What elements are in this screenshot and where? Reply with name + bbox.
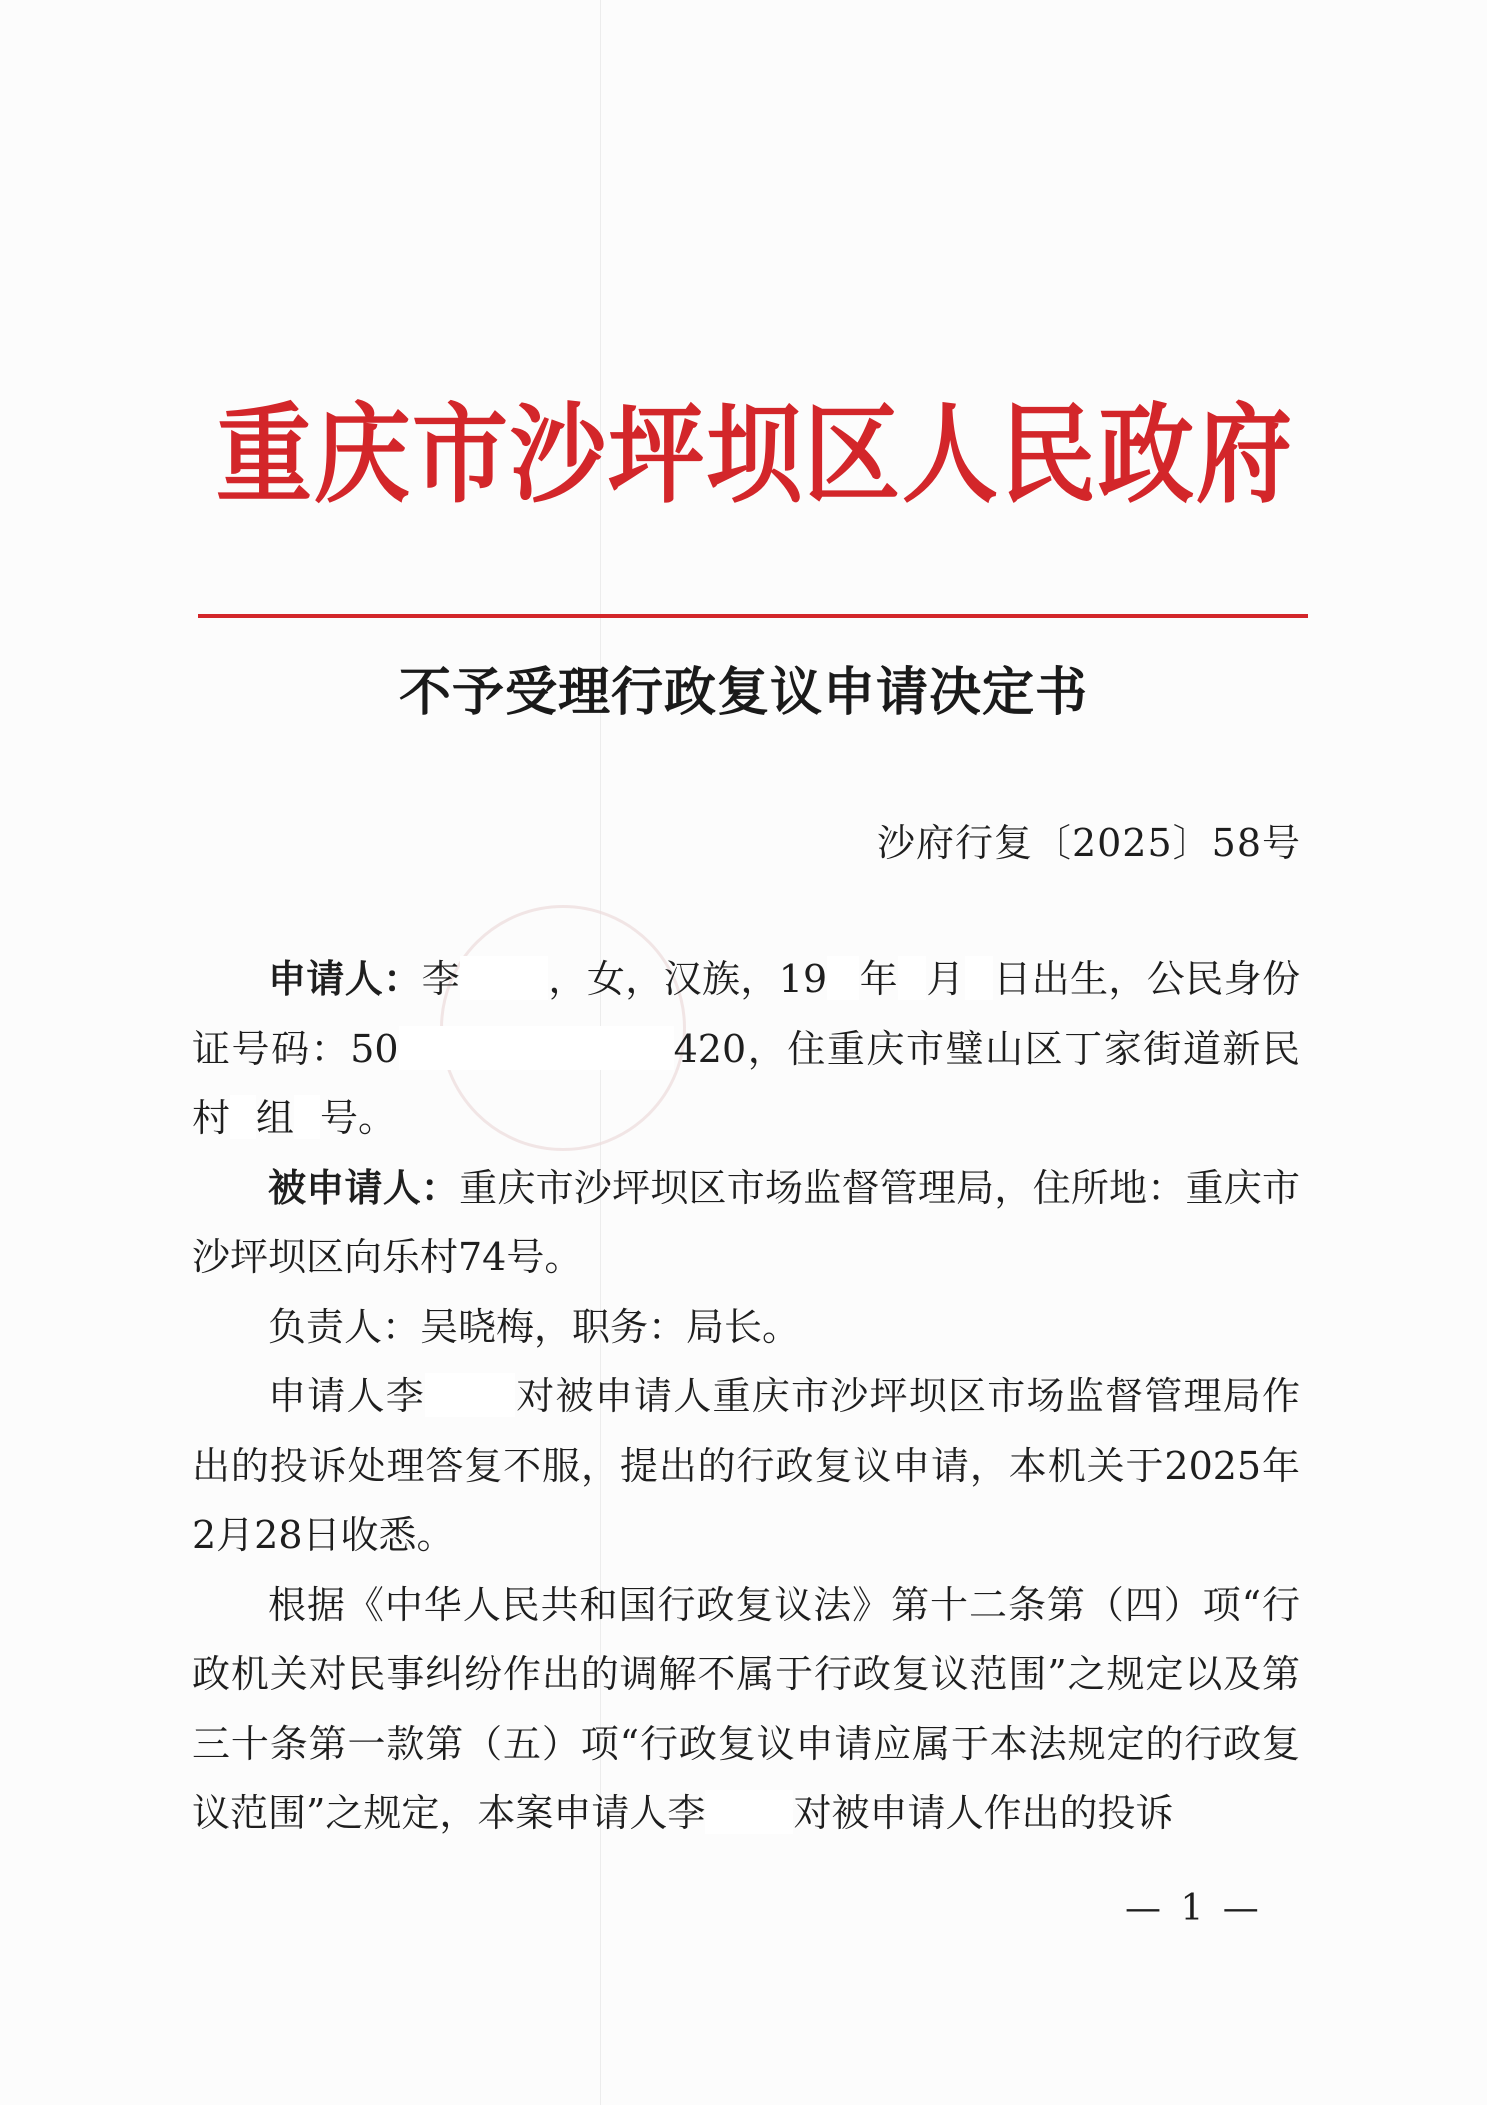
- applicant-label: 申请人：: [268, 957, 422, 1001]
- respondent-paragraph: [192, 1154, 1300, 1293]
- receipt-text: 申请人李: [268, 1374, 425, 1418]
- applicant-text: 月: [925, 957, 965, 1001]
- basis-text: 对被申请人作出的投诉: [793, 1791, 1174, 1835]
- red-header-rule: [198, 614, 1308, 618]
- redaction-block: [425, 1373, 515, 1417]
- document-body: [192, 945, 1300, 1849]
- redaction-block: [827, 956, 859, 1000]
- applicant-text: 420，住重庆市璧山区丁家街道新民村: [192, 1026, 1300, 1140]
- applicant-name-prefix: 李: [421, 957, 461, 1001]
- receipt-text: 对被申请人重庆市沙坪坝区市场监督管理局作出的投诉处理答复不服，提出的行政复议申请，本机关于2025年2月28日收悉。: [192, 1374, 1300, 1557]
- redaction-block: [460, 956, 548, 1000]
- redaction-block: [230, 1095, 256, 1139]
- redaction-block: [399, 1026, 674, 1070]
- respondent-text: 重庆市沙坪坝区市场监督管理局，住所地：重庆市沙坪坝区向乐村74号。: [192, 1165, 1300, 1279]
- redaction-block: [965, 956, 993, 1000]
- applicant-text: 组: [256, 1096, 295, 1140]
- redaction-block: [898, 956, 926, 1000]
- redaction-block: [705, 1790, 793, 1834]
- applicant-paragraph: [192, 945, 1300, 1154]
- respondent-label: 被申请人：: [268, 1165, 460, 1210]
- receipt-paragraph: [192, 1362, 1300, 1571]
- page-number: — 1 —: [1125, 1888, 1263, 1929]
- applicant-text: 日出生，公民身份证号码：50: [192, 957, 1300, 1071]
- applicant-text: 号。: [320, 1096, 397, 1140]
- basis-paragraph: [192, 1571, 1300, 1849]
- document-number: 沙府行复〔2025〕58号: [876, 821, 1301, 865]
- basis-text: 根据《中华人民共和国行政复议法》第十二条第（四）项“行政机关对民事纠纷作出的调解不属于行政复议范围”之规定以及第三十条第一款第（五）项“行政复议申请应属于本法规定的行政复议范围”之规定，本案申请人李: [192, 1582, 1300, 1835]
- issuing-authority-header: 重庆市沙坪坝区人民政府: [216, 391, 1294, 518]
- redaction-block: [294, 1095, 320, 1139]
- applicant-text: ，女，汉族，19: [548, 957, 828, 1001]
- applicant-text: 年: [859, 957, 898, 1001]
- principal-paragraph: 负责人：吴晓梅，职务：局长。: [268, 1304, 801, 1349]
- document-title: 不予受理行政复议申请决定书: [398, 663, 1088, 723]
